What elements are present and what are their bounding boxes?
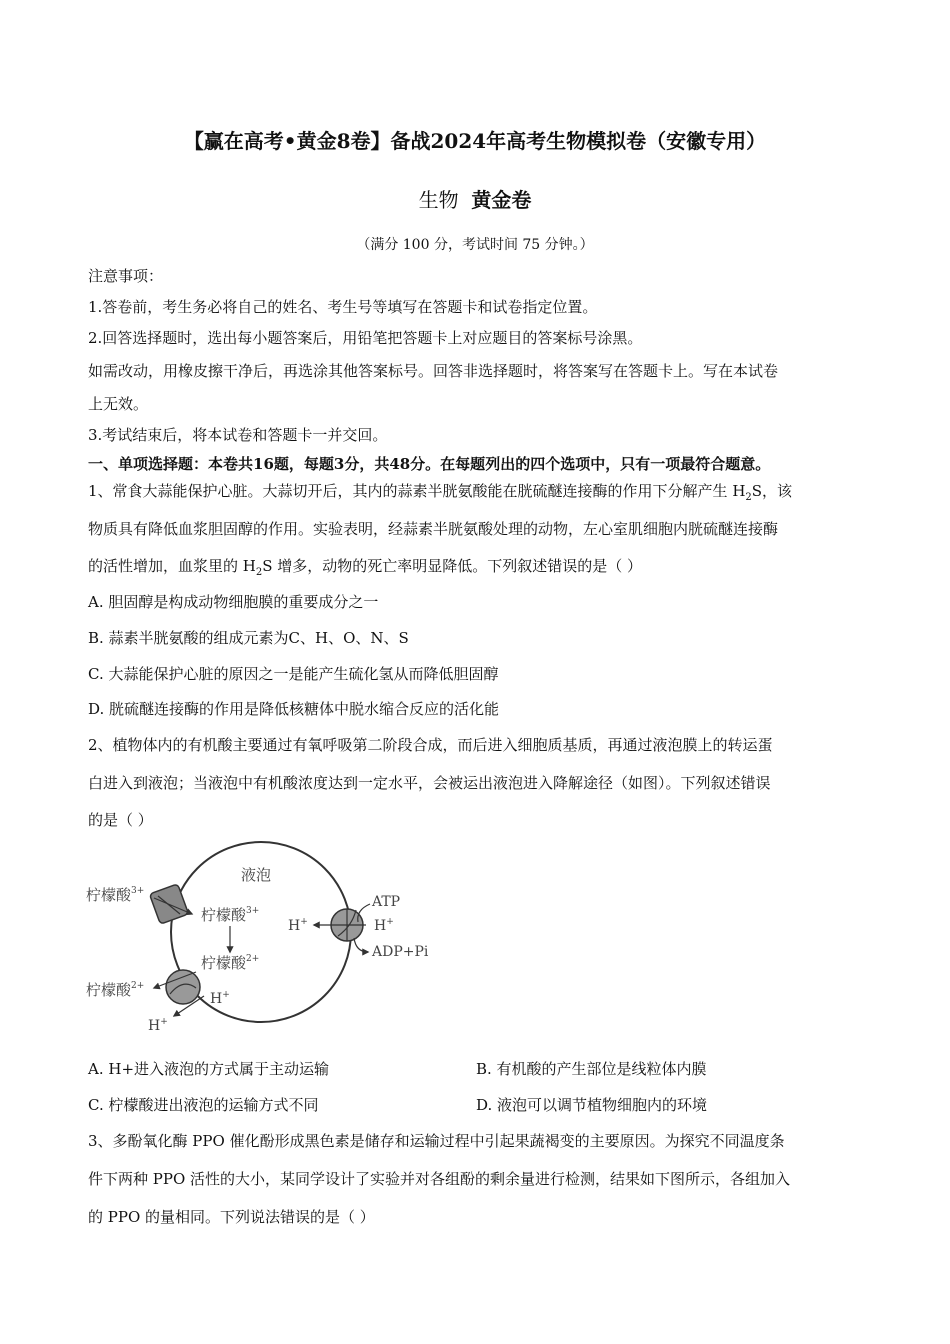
page-title: 【赢在高考•黄金8卷】备战2024年高考生物模拟卷（安徽专用） [183,129,767,153]
note-item-2: 2.回答选择题时，选出每小题答案后，用铅笔把答题卡上对应题目的答案标号涂黑。 [88,329,643,347]
h-pump-label: H+ [374,917,394,934]
q2-option-d: D. 液泡可以调节植物细胞内的环境 [476,1096,708,1114]
vacuole-diagram [84,838,444,1038]
q3-stem-line-1: 3、多酚氧化酶 PPO 催化酚形成黑色素是储存和运输过程中引起果蔬褐变的主要原因。为探究不同温度条 [88,1132,785,1150]
paper-name: 黄金卷 [471,188,532,212]
h-inner-label: H+ [210,990,230,1007]
q1-stem-line-2: 物质具有降低血浆胆固醇的作用。实验表明，经蒜素半胱氨酸处理的动物，左心室肌细胞内胱硫醚连接酶 [88,520,779,538]
q3-stem-line-3: 的 PPO 的量相同。下列说法错误的是（ ） [88,1208,375,1226]
vacuole-label: 液泡 [241,866,272,884]
paper-subtitle [0,186,950,214]
section-heading: 一、单项选择题：本卷共16题，每题3分，共48分。在每题列出的四个选项中，只有一项最符合题意。 [88,455,771,473]
note-item-2-cont: 如需改动，用橡皮擦干净后，再选涂其他答案标号。回答非选择题时，将答案写在答题卡上。写在本试卷 [88,362,779,380]
q1-stem-line-1: 1、常食大蒜能保护心脏。大蒜切开后，其内的蒜素半胱氨酸能在胱硫醚连接酶的作用下分解产生 $H_2S$，该 [88,482,793,503]
q2-option-b: B. 有机酸的产生部位是线粒体内膜 [476,1060,707,1078]
q1-option-c: C. 大蒜能保护心脏的原因之一是能产生硫化氢从而降低胆固醇 [88,665,499,683]
q2-stem-line-1: 2、植物体内的有机酸主要通过有氧呼吸第二阶段合成，而后进入细胞质基质，再通过液泡膜上的转运蛋 [88,736,773,754]
h-outer-left-label: H+ [288,917,308,934]
q2-stem-line-2: 白进入到液泡；当液泡中有机酸浓度达到一定水平，会被运出液泡进入降解途径（如图）。下列叙述错误 [88,774,771,792]
citrate-inner-2-label: 柠檬酸$^{2+}$ [201,954,260,972]
citrate-inner-3-label: 柠檬酸$^{3+}$ [201,906,260,924]
h-outer-bottom-label: H+ [148,1017,168,1034]
adp-pi-label: ADP+Pi [372,944,429,960]
notes-heading: 注意事项： [88,267,164,285]
q1-option-d: D. 胱硫醚连接酶的作用是降低核糖体中脱水缩合反应的活化能 [88,700,500,718]
atp-label: ATP [372,894,401,910]
q3-stem-line-2: 件下两种 PPO 活性的大小，某同学设计了实验并对各组酚的剩余量进行检测，结果如下图所示，各组加入 [88,1170,791,1188]
q1-option-a: A. 胆固醇是构成动物细胞膜的重要成分之一 [88,593,379,611]
subject-label: 生物 [418,188,459,212]
q2-option-a: A. H+进入液泡的方式属于主动运输 [88,1060,330,1078]
q2-stem-line-3: 的是（ ） [88,811,153,829]
citrate-outer-3-label: 柠檬酸$^{3+}$ [86,886,145,904]
q1-option-b: B. 蒜素半胱氨酸的组成元素为C、H、O、N、S [88,629,409,647]
note-item-3: 3.考试结束后，将本试卷和答题卡一并交回。 [88,426,388,444]
q1-stem-line-3: 的活性增加，血浆里的 $H_2S$ 增多，动物的死亡率明显降低。下列叙述错误的是（ ） [88,557,643,578]
citrate-outer-2-label: 柠檬酸$^{2+}$ [86,981,145,999]
note-item-2-end: 上无效。 [88,395,149,413]
q2-option-c: C. 柠檬酸进出液泡的运输方式不同 [88,1096,319,1114]
exam-meta: （满分 100 分，考试时间 75 分钟。） [356,237,594,253]
note-item-1: 1.答卷前，考生务必将自己的姓名、考生号等填写在答题卡和试卷指定位置。 [88,298,598,316]
